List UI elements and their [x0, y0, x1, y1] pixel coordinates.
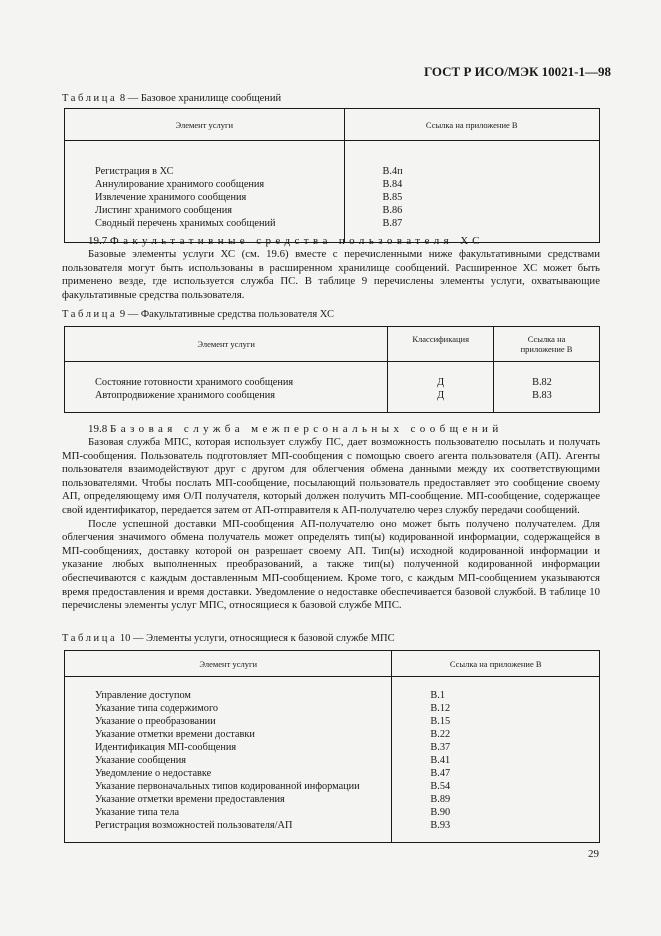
appendix-ref: В.15: [392, 715, 600, 728]
section-title: Факультативные средства пользователя ХС: [110, 235, 484, 247]
section-number: 19.8: [88, 423, 108, 435]
table10-caption-word: Таблица: [62, 633, 118, 644]
table10-header-ref: Ссылка на приложение В: [392, 651, 600, 677]
service-element: Автопродвижение хранимого сообщения: [65, 389, 388, 402]
table-row: [65, 376, 600, 389]
service-element: Сводный перечень хранимых сообщений: [65, 217, 345, 230]
table-row: [65, 819, 600, 832]
appendix-ref: В.12: [392, 702, 600, 715]
table10-header-element: Элемент услуги: [65, 651, 392, 677]
table-row: [65, 793, 600, 806]
section-19-8-heading: [62, 423, 602, 435]
table-spacer: [65, 402, 388, 413]
service-element: Регистрация возможностей пользователя/АП: [65, 819, 392, 832]
paragraph: Базовая служба МПС, которая использует службу ПС, дает возможность пользователю посылать и получать МП-сообщения. Пользователь подготовляет МП-сообщения с помощью своего агента пользователя (АП). Агенты пользователя взаимодействуют друг с другом для облегчения обмена данными между их соответствующими пользователями. Чтобы послать МП-сообщение, посылающий пользователь предоставляет это сообщение своему АП, определяющему имя О/П получателя, который должен получить МП-сообщение. МП-сообщение, содержащее свой идентификатор, передается затем от АП-отправителя к АП-получателю через службу передачи сообщений.: [62, 436, 600, 516]
page-number: 29: [588, 848, 599, 860]
service-element: Управление доступом: [65, 689, 392, 702]
table8-caption: [62, 93, 281, 104]
classification: Д: [388, 389, 494, 402]
paragraph: После успешной доставки МП-сообщения АП-получателю оно может быть получено получателем. Для облегчения значимого обмена получатель может определять тип(ы) кодированной информации, содержащейся в МП-сообщениях, доставку которой он разрешает своему АП. Тип(ы) исходной кодированной информации и указание любых выполненных преобразований, а также тип(ы) полученной кодированной информации обеспечиваются с каждым доставленным МП-сообщением. Кроме того, с каждым МП-сообщением указываются время предоставления и время доставки. Уведомление о недоставке обеспечивается базовой службой. В таблице 10 перечислены элементы услуг МПС, относящиеся к базовой службе МПС.: [62, 517, 600, 612]
table-row: [65, 689, 600, 702]
appendix-ref: В.84: [344, 178, 599, 191]
table-row: [65, 204, 600, 217]
service-element: Указание типа содержимого: [65, 702, 392, 715]
table-spacer: [388, 362, 494, 377]
table-spacer: [65, 141, 345, 166]
appendix-ref: В.93: [392, 819, 600, 832]
table-spacer: [392, 832, 600, 843]
table9: [64, 326, 600, 413]
table-spacer: [65, 832, 392, 843]
table-row: [65, 806, 600, 819]
table9-caption: [62, 309, 334, 320]
table-row: [65, 728, 600, 741]
table10-caption: [62, 633, 395, 644]
table-row: [65, 767, 600, 780]
section-title: Базовая служба межперсональных сообщений: [110, 423, 503, 435]
table-spacer: [388, 402, 494, 413]
table-spacer: [392, 677, 600, 690]
table8-header-ref: Ссылка на приложение В: [344, 109, 599, 141]
appendix-ref: В.47: [392, 767, 600, 780]
classification: Д: [388, 376, 494, 389]
section-19-7-body: [62, 248, 600, 302]
section-19-8-body: [62, 436, 600, 613]
service-element: Уведомление о недоставке: [65, 767, 392, 780]
service-element: Листинг хранимого сообщения: [65, 204, 345, 217]
table10-caption-text: 10 — Элементы услуги, относящиеся к базовой службе МПС: [119, 633, 395, 644]
document-id: ГОСТ Р ИСО/МЭК 10021-1—98: [423, 64, 611, 79]
appendix-ref: В.22: [392, 728, 600, 741]
table-spacer: [494, 402, 600, 413]
table8-caption-text: 8 — Базовое хранилище сообщений: [119, 93, 282, 104]
table9-caption-text: 9 — Факультативные средства пользователя ХС: [119, 309, 334, 320]
table9-header-class: Классификация: [388, 327, 494, 362]
paragraph: Базовые элементы услуги ХС (см. 19.6) вместе с перечисленными ниже факультативными средствами пользователя могут быть использованы в расширенном хранилище сообщений. Расширенное ХС может быть применено везде, где используется служба ПС. В таблице 9 перечислены элементы услуги, охватывающие факультативные средства пользователя.: [62, 248, 600, 301]
section-19-7-heading: [62, 235, 602, 247]
table-row: [65, 741, 600, 754]
table8: [64, 108, 600, 243]
table-row: [65, 217, 600, 230]
appendix-ref: В.89: [392, 793, 600, 806]
table9-header-element: Элемент услуги: [65, 327, 388, 362]
table10: [64, 650, 600, 843]
service-element: Указание отметки времени предоставления: [65, 793, 392, 806]
appendix-ref: В.54: [392, 780, 600, 793]
table-row: [65, 780, 600, 793]
section-number: 19.7: [88, 235, 108, 247]
appendix-ref: В.83: [494, 389, 600, 402]
table8-header-element: Элемент услуги: [65, 109, 345, 141]
appendix-ref: В.41: [392, 754, 600, 767]
service-element: Состояние готовности хранимого сообщения: [65, 376, 388, 389]
appendix-ref: В.4п: [344, 165, 599, 178]
service-element: Указание типа тела: [65, 806, 392, 819]
appendix-ref: В.87: [344, 217, 599, 230]
table-row: [65, 715, 600, 728]
service-element: Регистрация в ХС: [65, 165, 345, 178]
service-element: Указание первоначальных типов кодированной информации: [65, 780, 392, 793]
table9-caption-word: Таблица: [62, 309, 118, 320]
appendix-ref: В.86: [344, 204, 599, 217]
table-row: [65, 191, 600, 204]
table-row: [65, 165, 600, 178]
service-element: Извлечение хранимого сообщения: [65, 191, 345, 204]
table-spacer: [65, 362, 388, 377]
table-spacer: [494, 362, 600, 377]
service-element: Указание о преобразовании: [65, 715, 392, 728]
table8-caption-word: Таблица: [62, 93, 118, 104]
service-element: Идентификация МП-сообщения: [65, 741, 392, 754]
table-row: [65, 702, 600, 715]
appendix-ref: В.82: [494, 376, 600, 389]
table-row: [65, 178, 600, 191]
appendix-ref: В.1: [392, 689, 600, 702]
table9-header-ref: Ссылка на приложение В: [494, 327, 600, 362]
appendix-ref: В.37: [392, 741, 600, 754]
table-spacer: [65, 677, 392, 690]
service-element: Указание отметки времени доставки: [65, 728, 392, 741]
appendix-ref: В.90: [392, 806, 600, 819]
table-row: [65, 389, 600, 402]
appendix-ref: В.85: [344, 191, 599, 204]
table-row: [65, 754, 600, 767]
table-spacer: [344, 141, 599, 166]
service-element: Указание сообщения: [65, 754, 392, 767]
service-element: Аннулирование хранимого сообщения: [65, 178, 345, 191]
